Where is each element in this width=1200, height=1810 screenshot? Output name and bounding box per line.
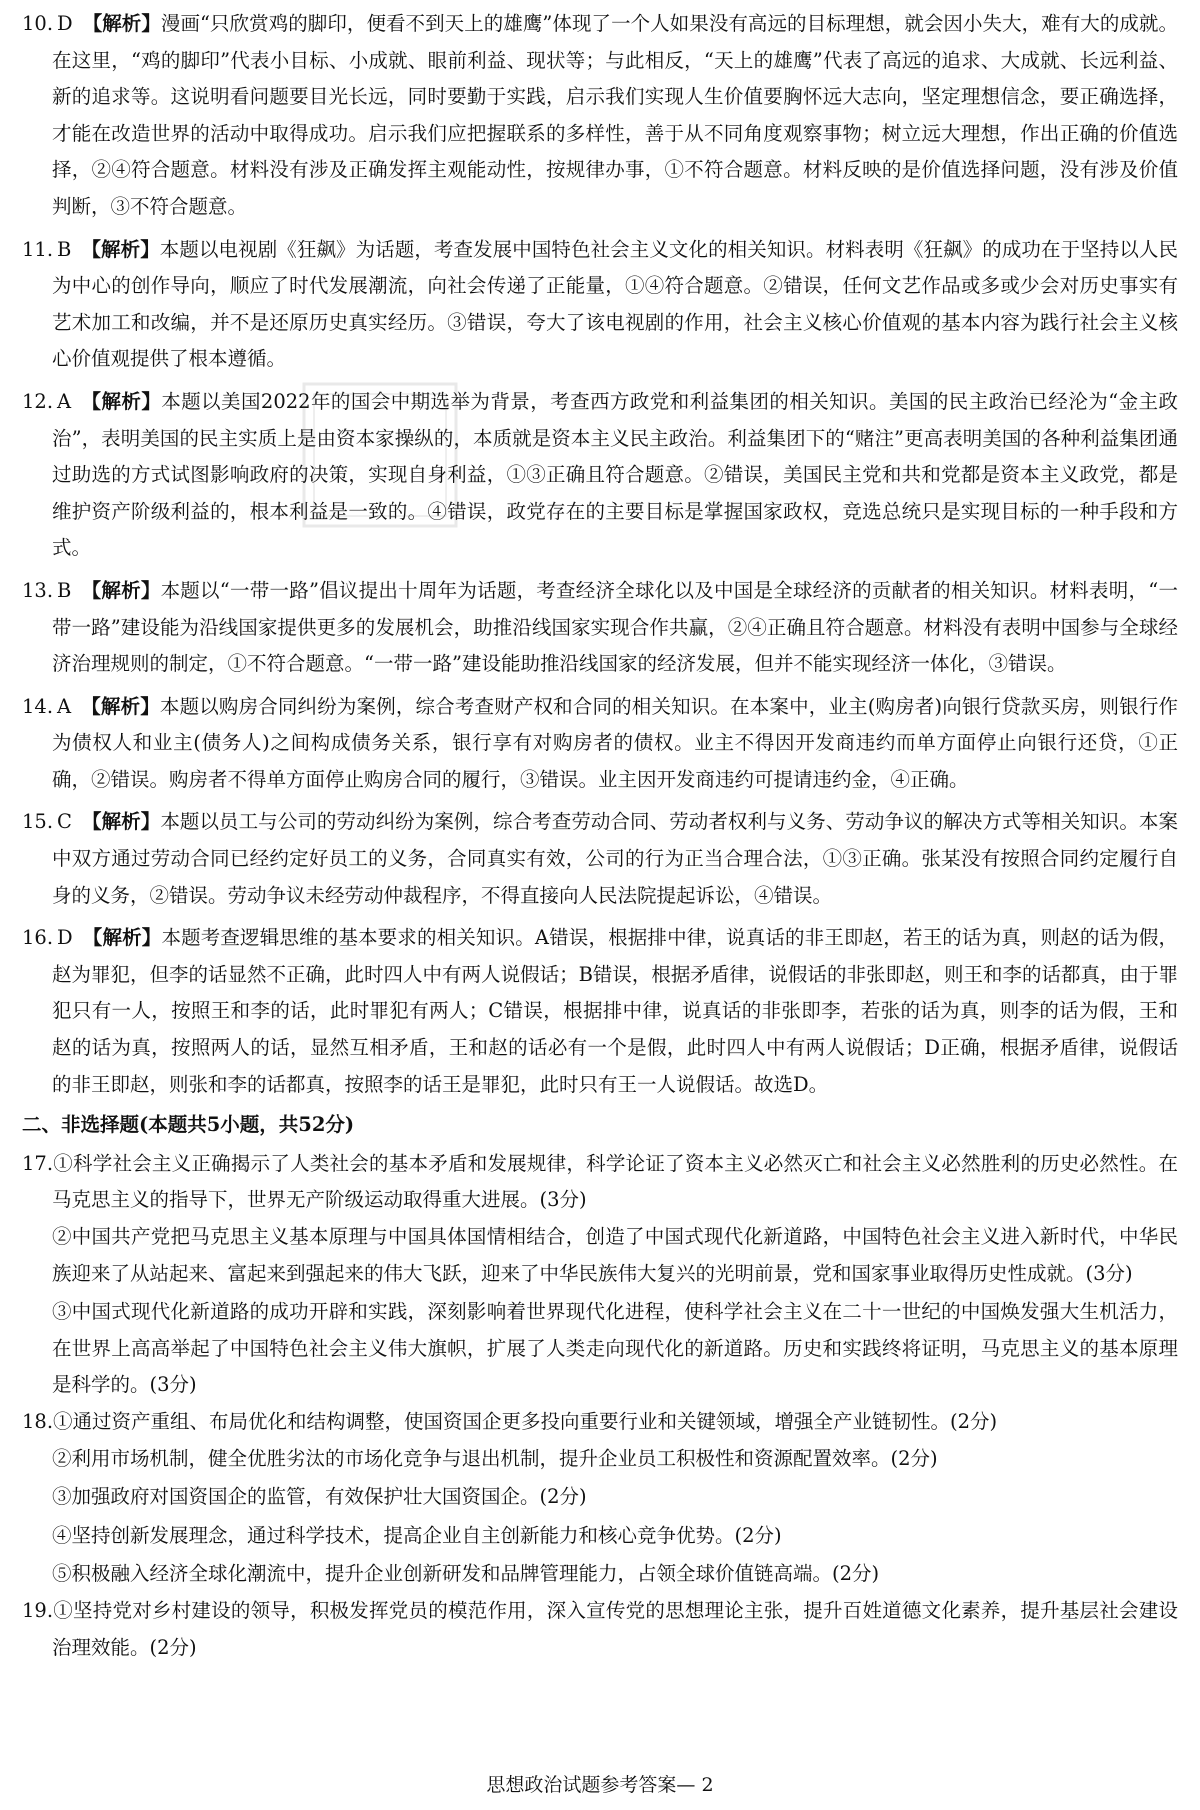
analysis-tag: 【解析】	[81, 237, 160, 261]
item-answer: D	[57, 926, 73, 950]
item-answer: A	[57, 389, 72, 413]
item-answer: B	[57, 237, 72, 261]
answer-page	[22, 6, 1178, 1666]
item-number: 14.	[22, 694, 54, 718]
item-number: 11.	[22, 237, 54, 261]
answer-item-19-point-1	[22, 1593, 1178, 1666]
answer-item-17-point-3: ③中国式现代化新道路的成功开辟和实践，深刻影响着世界现代化进程，使科学社会主义在二十一世纪的中国焕发强大生机活力，在世界上高高举起了中国特色社会主义伟大旗帜，扩展了人类走向现代化的新道路。历史和实践终将证明，马克思主义的基本原理是科学的。(3分)	[52, 1300, 1178, 1397]
analysis-tag: 【解析】	[81, 694, 160, 718]
answer-item-18-point-3: ③加强政府对国资国企的监管，有效保护壮大国资国企。(2分)	[52, 1485, 587, 1509]
analysis-tag: 【解析】	[81, 578, 161, 602]
answer-item-16	[22, 920, 1178, 1103]
analysis-text: 本题以员工与公司的劳动纠纷为案例，综合考查劳动合同、劳动者权利与义务、劳动争议的解决方式等相关知识。本案中双方通过劳动合同已经约定好员工的义务，合同真实有效，公司的行为正当合理合法，①③正确。张某没有按照合同约定履行自身的义务，②错误。劳动争议未经劳动仲裁程序，不得直接向人民法院提起诉讼，④错误。	[52, 810, 1178, 907]
analysis-text: 本题以“一带一路”倡议提出十周年为话题，考查经济全球化以及中国是全球经济的贡献者的相关知识。材料表明，“一带一路”建设能为沿线国家提供更多的发展机会，助推沿线国家实现合作共赢，②④正确且符合题意。材料没有表明中国参与全球经济治理规则的制定，①不符合题意。“一带一路”建设能助推沿线国家的经济发展，但并不能实现经济一体化，③错误。	[52, 578, 1178, 676]
analysis-tag: 【解析】	[81, 810, 161, 834]
answer-item-12	[22, 384, 1178, 567]
point-text: ①科学社会主义正确揭示了人类社会的基本矛盾和发展规律，科学论证了资本主义必然灭亡和社会主义必然胜利的历史必然性。在马克思主义的指导下，世界无产阶级运动取得重大进展。(3分)	[52, 1151, 1178, 1212]
item-number: 17.	[22, 1151, 54, 1175]
item-number: 16.	[22, 926, 54, 950]
item-answer: A	[57, 694, 72, 718]
item-answer: C	[57, 810, 72, 834]
analysis-text: 本题以购房合同纠纷为案例，综合考查财产权和合同的相关知识。在本案中，业主(购房者)向银行贷款买房，则银行作为债权人和业主(债务人)之间构成债务关系，银行享有对购房者的债权。业主不得因开发商违约而单方面停止向银行还贷，①正确，②错误。购房者不得单方面停止购房合同的履行，③错误。业主因开发商违约可提请违约金，④正确。	[52, 694, 1178, 791]
analysis-text: 本题以电视剧《狂飙》为话题，考查发展中国特色社会主义文化的相关知识。材料表明《狂飙》的成功在于坚持以人民为中心的创作导向，顺应了时代发展潮流，向社会传递了正能量，①④符合题意。②错误，任何文艺作品或多或少会对历史事实有艺术加工和改编，并不是还原历史真实经历。③错误，夸大了该电视剧的作用，社会主义核心价值观的基本内容为践行社会主义核心价值观提供了根本遵循。	[52, 237, 1178, 371]
answer-item-18-point-2: ②利用市场机制，健全优胜劣汰的市场化竞争与退出机制，提升企业员工积极性和资源配置效率。(2分)	[52, 1446, 938, 1470]
item-number: 18.	[22, 1409, 54, 1433]
analysis-tag: 【解析】	[81, 389, 162, 413]
point-text: ①通过资产重组、布局优化和结构调整，使国资国企更多投向重要行业和关键领域，增强全产业链韧性。(2分)	[53, 1409, 998, 1433]
analysis-text: 本题考查逻辑思维的基本要求的相关知识。A错误，根据排中律，说真话的非王即赵，若王的话为真，则赵的话为假，赵为罪犯，但李的话显然不正确，此时四人中有两人说假话；B错误，根据矛盾律，说假话的非张即赵，则王和李的话都真，由于罪犯只有一人，按照王和李的话，此时罪犯有两人；C错误，根据排中律，说真话的非张即李，若张的话为真，则李的话为假，王和赵的话为真，按照两人的话，显然互相矛盾，王和赵的话必有一个是假，此时四人中有两人说假话；D正确，根据矛盾律，说假话的非王即赵，则张和李的话都真，按照李的话王是罪犯，此时只有王一人说假话。故选D。	[52, 926, 1178, 1096]
answer-item-11	[22, 232, 1178, 378]
answer-item-18-point-1	[22, 1404, 1178, 1441]
page-footer: 思想政治试题参考答案— 2	[486, 1774, 714, 1796]
analysis-text: 漫画“只欣赏鸡的脚印，便看不到天上的雄鹰”体现了一个人如果没有高远的目标理想，就会因小失大，难有大的成就。在这里，“鸡的脚印”代表小目标、小成就、眼前利益、现状等；与此相反，“天上的雄鹰”代表了高远的追求、大成就、长远利益、新的追求等。这说明看问题要目光长远，同时要勤于实践，启示我们实现人生价值要胸怀远大志向，坚定理想信念，要正确选择，才能在改造世界的活动中取得成功。启示我们应把握联系的多样性，善于从不同角度观察事物；树立远大理想，作出正确的价值选择，②④符合题意。材料没有涉及正确发挥主观能动性，按规律办事，①不符合题意。材料反映的是价值选择问题，没有涉及价值判断，③不符合题意。	[52, 12, 1178, 218]
answer-item-17-point-1	[22, 1146, 1178, 1219]
answer-item-17-point-2: ②中国共产党把马克思主义基本原理与中国具体国情相结合，创造了中国式现代化新道路，中国特色社会主义进入新时代，中华民族迎来了从站起来、富起来到强起来的伟大飞跃，迎来了中华民族伟大复兴的光明前景，党和国家事业取得历史性成就。(3分)	[52, 1225, 1178, 1285]
point-text: ①坚持党对乡村建设的领导，积极发挥党员的模范作用，深入宣传党的思想理论主张，提升百姓道德文化素养，提升基层社会建设治理效能。(2分)	[52, 1598, 1178, 1659]
item-number: 13.	[22, 578, 54, 602]
answer-item-13	[22, 573, 1178, 683]
item-number: 15.	[22, 810, 54, 834]
item-number: 10.	[22, 12, 54, 35]
item-number: 19.	[22, 1598, 54, 1622]
analysis-tag: 【解析】	[82, 12, 161, 35]
answer-item-14	[22, 689, 1178, 799]
answer-item-18-point-4: ④坚持创新发展理念，通过科学技术，提高企业自主创新能力和核心竞争优势。(2分)	[52, 1523, 782, 1547]
answer-item-18-point-5: ⑤积极融入经济全球化潮流中，提升企业创新研发和品牌管理能力，占领全球价值链高端。(2分)	[52, 1562, 880, 1586]
answer-item-10	[22, 6, 1178, 226]
item-number: 12.	[22, 389, 54, 413]
analysis-tag: 【解析】	[82, 926, 162, 950]
item-answer: D	[57, 12, 73, 35]
answer-item-15	[22, 804, 1178, 914]
analysis-text: 本题以美国2022年的国会中期选举为背景，考查西方政党和利益集团的相关知识。美国的民主政治已经沦为“金主政治”，表明美国的民主实质上是由资本家操纵的，本质就是资本主义民主政治。利益集团下的“赌注”更高表明美国的各种利益集团通过助选的方式试图影响政府的决策，实现自身利益，①③正确且符合题意。②错误，美国民主党和共和党都是资本主义政党，都是维护资产阶级利益的，根本利益是一致的。④错误，政党存在的主要目标是掌握国家政权，竞选总统只是实现目标的一种手段和方式。	[52, 389, 1178, 560]
item-answer: B	[57, 578, 72, 602]
section-title: 二、非选择题(本题共5小题，共52分)	[22, 1113, 355, 1137]
